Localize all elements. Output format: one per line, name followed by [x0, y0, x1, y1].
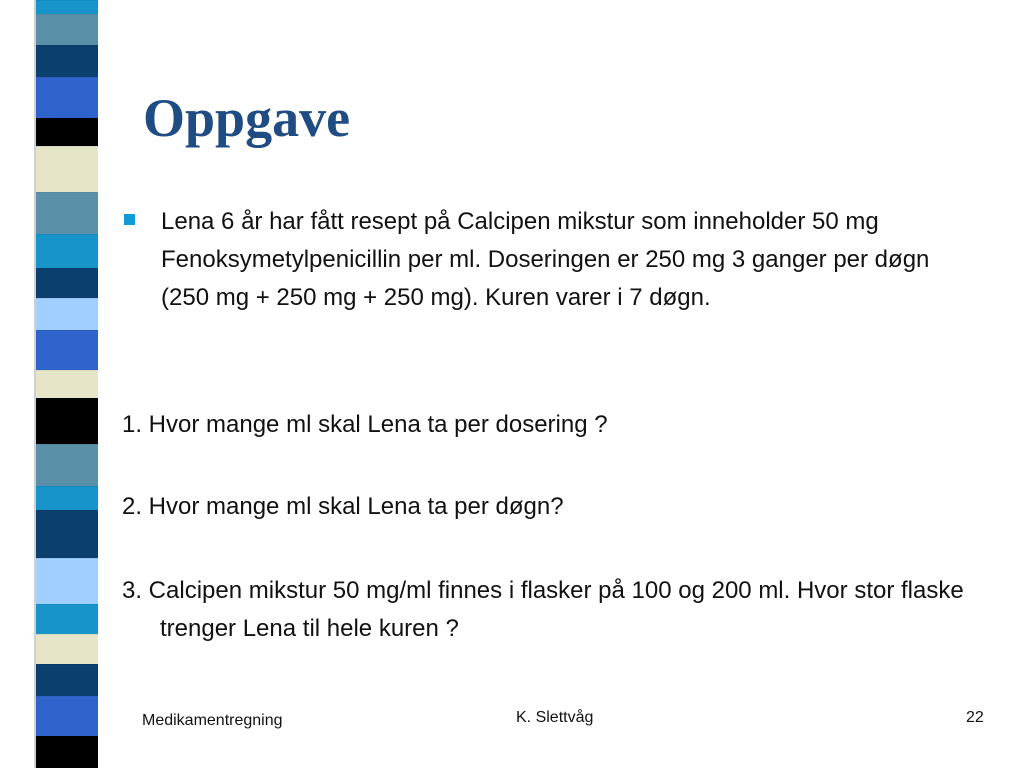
question-text: 3. Calcipen mikstur 50 mg/ml finnes i flasker på 100 og 200 ml. Hvor stor flaske trenger Lena til hele kuren ? — [122, 577, 964, 642]
strip-block — [36, 486, 98, 511]
strip-block — [36, 0, 98, 15]
strip-block — [36, 664, 98, 697]
strip-block — [36, 634, 98, 665]
question-1 — [122, 406, 1002, 444]
strip-block — [36, 192, 98, 235]
strip-block — [36, 444, 98, 487]
strip-block — [36, 558, 98, 605]
footer-page-number: 22 — [966, 709, 984, 726]
footer-course-name: Medikamentregning — [142, 712, 283, 729]
strip-block — [36, 146, 98, 193]
question-3 — [122, 572, 1002, 648]
question-2 — [122, 488, 1002, 526]
strip-block — [36, 510, 98, 559]
strip-block — [36, 330, 98, 371]
strip-block — [36, 45, 98, 78]
footer-author: K. Slettvåg — [516, 709, 594, 726]
strip-block — [36, 398, 98, 445]
strip-block — [36, 696, 98, 737]
strip-block — [36, 604, 98, 635]
strip-block — [36, 370, 98, 399]
strip-block — [36, 736, 98, 768]
square-bullet-icon — [124, 214, 135, 225]
question-text: 2. Hvor mange ml skal Lena ta per døgn? — [122, 493, 564, 520]
decorative-strip — [36, 0, 98, 768]
strip-block — [36, 118, 98, 147]
strip-block — [36, 298, 98, 331]
bullet-text: Lena 6 år har fått resept på Calcipen mikstur som inneholder 50 mg Fenoksymetylpenicillin per ml. Doseringen er 250 mg 3 ganger per døgn (250 mg + 250 mg + 250 mg). Kuren varer i 7 døgn. — [161, 208, 930, 311]
strip-block — [36, 14, 98, 46]
slide-title: Oppgave — [143, 88, 351, 148]
strip-block — [36, 77, 98, 119]
question-text: 1. Hvor mange ml skal Lena ta per dosering ? — [122, 411, 608, 438]
strip-block — [36, 268, 98, 299]
strip-block — [36, 234, 98, 269]
